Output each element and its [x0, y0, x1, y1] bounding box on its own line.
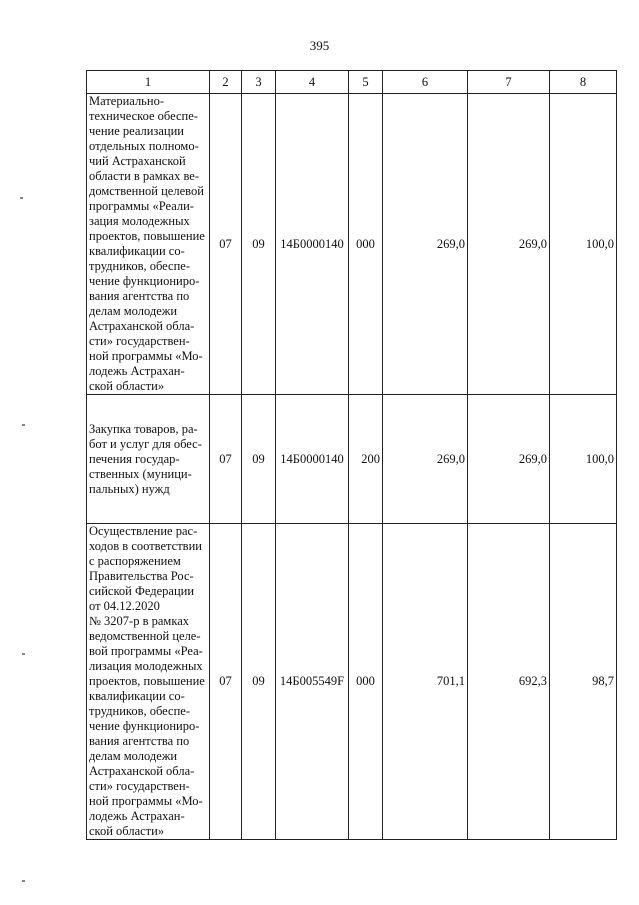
cell-section: 07: [210, 395, 242, 524]
cell-planned: 269,0: [383, 395, 468, 524]
header-cell-8: 8: [550, 71, 617, 94]
cell-percent: 98,7: [550, 524, 617, 840]
cell-section: 07: [210, 524, 242, 840]
header-cell-5: 5: [349, 71, 383, 94]
cell-target-article: 14Б0000140: [276, 94, 349, 395]
cell-percent: 100,0: [550, 94, 617, 395]
table-row: [87, 94, 617, 395]
cell-expense-type: 200: [349, 395, 383, 524]
row-description: Закупка товаров, ра- бот и услуг для обес- печения государ- ственных (муници- пальных) нужд: [87, 395, 210, 524]
header-cell-2: 2: [210, 71, 242, 94]
cell-executed: 269,0: [468, 94, 550, 395]
scan-speck: [22, 880, 25, 882]
header-cell-1: 1: [87, 71, 210, 94]
cell-executed: 269,0: [468, 395, 550, 524]
cell-expense-type: 000: [349, 524, 383, 840]
table-row: [87, 395, 617, 524]
cell-planned: 269,0: [383, 94, 468, 395]
budget-table: [86, 70, 617, 840]
cell-subsection: 09: [242, 94, 276, 395]
header-cell-7: 7: [468, 71, 550, 94]
row-description: Материально- техническое обеспе- чение реализации отдельных полномо- чий Астраханской области в рамках ве- домственной целевой программы «Реали- зация молодежных проектов, повышение квалификации со- трудников, обеспе- чение функциониро- вания агентства по делам молодежи Астраханской обла- сти» государствен- ной программы «Мо- лодежь Астрахан- ской области»: [87, 94, 210, 395]
scan-speck: [22, 424, 25, 426]
cell-executed: 692,3: [468, 524, 550, 840]
cell-planned: 701,1: [383, 524, 468, 840]
header-cell-3: 3: [242, 71, 276, 94]
table-row: [87, 524, 617, 840]
cell-target-article: 14Б0000140: [276, 395, 349, 524]
cell-section: 07: [210, 94, 242, 395]
scan-speck: [20, 197, 23, 199]
header-row: [87, 71, 617, 94]
scan-speck: [22, 653, 25, 655]
page-number: 395: [309, 38, 330, 53]
cell-subsection: 09: [242, 395, 276, 524]
row-description: Осуществление рас- ходов в соответствии с распоряжением Правительства Рос- сийской Федерации от 04.12.2020 № 3207-р в рамках ведомственной целе- вой программы «Реа- лизация молодежных проектов, повышение квалификации со- трудников, обеспе- чение функциониро- вания агентства по делам молодежи Астраханской обла- сти» государствен- ной программы «Мо- лодежь Астрахан- ской области»: [87, 524, 210, 840]
cell-target-article: 14Б005549F: [276, 524, 349, 840]
header-cell-6: 6: [383, 71, 468, 94]
cell-expense-type: 000: [349, 94, 383, 395]
cell-subsection: 09: [242, 524, 276, 840]
header-cell-4: 4: [276, 71, 349, 94]
cell-percent: 100,0: [550, 395, 617, 524]
